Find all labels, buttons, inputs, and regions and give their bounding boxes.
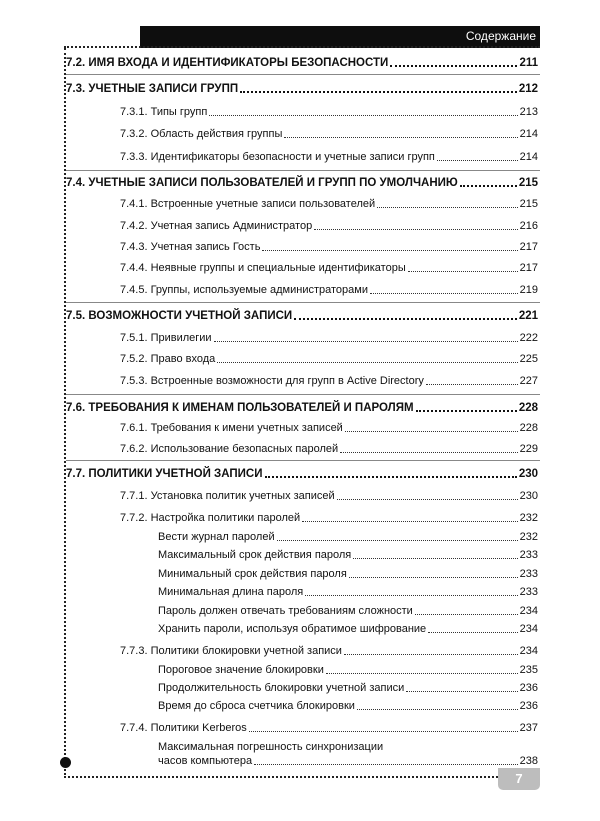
toc-page: 215 — [519, 198, 538, 210]
toc-page: 217 — [519, 241, 538, 253]
toc-label: 7.4.4. Неявные группы и специальные идентификаторы — [120, 262, 406, 274]
toc-subitem[interactable] — [158, 548, 538, 562]
toc-item-7-6-1[interactable] — [120, 421, 538, 435]
toc-page: 225 — [519, 353, 538, 365]
toc-section-7-7[interactable] — [66, 467, 538, 481]
toc-section-7-6[interactable] — [66, 401, 538, 415]
toc-item-7-4-3[interactable] — [120, 240, 538, 254]
toc-label: 7.6. ТРЕБОВАНИЯ К ИМЕНАМ ПОЛЬЗОВАТЕЛЕЙ И ПАРОЛЯМ — [66, 402, 414, 414]
header-bar — [140, 26, 540, 48]
dot-leader — [209, 115, 517, 116]
toc-label: Хранить пароли, используя обратимое шифрование — [158, 623, 427, 635]
dot-leader — [370, 293, 518, 294]
toc-label: Минимальная длина пароля — [158, 586, 304, 598]
dot-leader — [353, 558, 517, 559]
toc-page: 213 — [519, 106, 538, 118]
bottom-dotted-rule — [64, 776, 498, 778]
dot-leader — [294, 318, 517, 320]
dot-leader — [277, 540, 518, 541]
toc-label: 7.4.2. Учетная запись Администратор — [120, 220, 313, 232]
page-number-badge — [498, 768, 540, 790]
toc-label: 7.5.1. Привилегии — [120, 332, 212, 344]
toc-item-7-3-1[interactable] — [120, 105, 538, 119]
toc-label: Вести журнал паролей — [158, 531, 275, 543]
dot-leader — [240, 91, 517, 93]
toc-label: 7.4.5. Группы, используемые администраторами — [120, 284, 368, 296]
dot-leader — [408, 271, 518, 272]
toc-section-7-3[interactable] — [66, 82, 538, 96]
toc-item-7-5-1[interactable] — [120, 331, 538, 345]
toc-page: 232 — [519, 512, 538, 524]
toc-page: 217 — [519, 262, 538, 274]
toc-item-7-7-3[interactable] — [120, 644, 538, 658]
dot-leader — [249, 731, 518, 732]
toc-page: 233 — [519, 568, 538, 580]
toc-label: 7.3.1. Типы групп — [120, 106, 208, 118]
toc-subitem[interactable] — [158, 567, 538, 581]
toc-page: 211 — [519, 57, 538, 69]
toc-page: 234 — [519, 605, 538, 617]
toc-label: 7.5.2. Право входа — [120, 353, 216, 365]
toc-subitem[interactable] — [158, 622, 538, 636]
section-separator — [66, 170, 540, 171]
section-separator — [66, 302, 540, 303]
toc-label: Время до сброса счетчика блокировки — [158, 700, 355, 712]
toc-label: 7.7.2. Настройка политики паролей — [120, 512, 301, 524]
toc-section-7-2[interactable] — [66, 56, 538, 70]
toc-subitem-multiline[interactable] — [158, 740, 538, 768]
dot-leader — [390, 65, 517, 67]
toc-label: 7.4.1. Встроенные учетные записи пользователей — [120, 198, 376, 210]
toc-page: 221 — [518, 310, 538, 322]
toc-label: 7.4.3. Учетная запись Гость — [120, 241, 261, 253]
toc-item-7-5-2[interactable] — [120, 352, 538, 366]
dot-leader — [326, 673, 518, 674]
toc-item-7-6-2[interactable] — [120, 442, 538, 456]
toc-page: 232 — [519, 531, 538, 543]
toc-section-7-5[interactable] — [66, 309, 538, 323]
toc-label: 7.7.4. Политики Kerberos — [120, 722, 247, 734]
toc-item-7-3-2[interactable] — [120, 127, 538, 141]
toc-page: 238 — [519, 755, 538, 767]
dot-leader — [284, 137, 517, 138]
toc-subitem[interactable] — [158, 699, 538, 713]
toc-page: 230 — [519, 490, 538, 502]
corner-dot-icon — [60, 757, 71, 768]
toc-item-7-4-4[interactable] — [120, 261, 538, 275]
toc-item-7-4-5[interactable] — [120, 283, 538, 297]
toc-label: 7.7. ПОЛИТИКИ УЧЕТНОЙ ЗАПИСИ — [66, 468, 263, 480]
toc-item-7-5-3[interactable] — [120, 374, 538, 388]
toc-label: 7.3. УЧЕТНЫЕ ЗАПИСИ ГРУПП — [66, 83, 239, 95]
toc-label: Пороговое значение блокировки — [158, 664, 324, 676]
toc-label: 7.7.1. Установка политик учетных записей — [120, 490, 335, 502]
toc-label: 7.2. ИМЯ ВХОДА И ИДЕНТИФИКАТОРЫ БЕЗОПАСНОСТИ — [66, 57, 389, 69]
dot-leader — [302, 521, 518, 522]
section-separator — [66, 460, 540, 461]
header-title: Содержание — [465, 29, 536, 43]
toc-label: 7.5.3. Встроенные возможности для групп в Active Directory — [120, 375, 424, 387]
dot-leader — [214, 341, 518, 342]
dot-leader — [345, 431, 518, 432]
page-number: 7 — [515, 771, 523, 786]
dot-leader — [265, 476, 517, 478]
toc-label: 7.6.1. Требования к имени учетных записей — [120, 422, 343, 434]
toc-label: 7.3.2. Область действия группы — [120, 128, 283, 140]
section-separator — [66, 394, 540, 395]
dot-leader — [406, 691, 517, 692]
toc-label: 7.4. УЧЕТНЫЕ ЗАПИСИ ПОЛЬЗОВАТЕЛЕЙ И ГРУПП ПО УМОЛЧАНИЮ — [66, 177, 458, 189]
dot-leader — [340, 452, 517, 453]
toc-subitem[interactable] — [158, 663, 538, 677]
dot-leader — [357, 709, 518, 710]
toc-label: Минимальный срок действия пароля — [158, 568, 347, 580]
dot-leader — [377, 207, 518, 208]
toc-page: 214 — [519, 151, 538, 163]
dot-leader — [337, 499, 518, 500]
toc-item-7-4-1[interactable] — [120, 197, 538, 211]
toc-subitem[interactable] — [158, 681, 538, 695]
toc-subitem[interactable] — [158, 530, 538, 544]
dot-leader — [314, 229, 517, 230]
toc-page: 236 — [519, 700, 538, 712]
dot-leader — [254, 764, 518, 765]
dot-leader — [349, 577, 518, 578]
toc-page: 212 — [518, 83, 538, 95]
toc-page: 215 — [518, 177, 538, 189]
toc-label: 7.3.3. Идентификаторы безопасности и учетные записи групп — [120, 151, 435, 163]
toc-label: Пароль должен отвечать требованиям сложности — [158, 605, 413, 617]
dot-leader — [305, 595, 517, 596]
top-dotted-rule — [64, 46, 540, 48]
toc-label: 7.6.2. Использование безопасных паролей — [120, 443, 339, 455]
toc-label-line2: часов компьютера — [158, 755, 253, 767]
toc-page: 227 — [519, 375, 538, 387]
dot-leader — [217, 362, 517, 363]
toc-item-7-7-4[interactable] — [120, 721, 538, 735]
toc-label: 7.7.3. Политики блокировки учетной записи — [120, 645, 342, 657]
dot-leader — [437, 160, 518, 161]
toc-item-7-7-1[interactable] — [120, 489, 538, 503]
toc-label: 7.5. ВОЗМОЖНОСТИ УЧЕТНОЙ ЗАПИСИ — [66, 310, 293, 322]
toc-page: 228 — [518, 402, 538, 414]
toc-page: 219 — [519, 284, 538, 296]
dot-leader — [344, 654, 518, 655]
toc-subitem[interactable] — [158, 585, 538, 599]
toc-page: 234 — [519, 645, 538, 657]
dot-leader — [428, 632, 517, 633]
toc-subitem[interactable] — [158, 604, 538, 618]
toc-page: 228 — [519, 422, 538, 434]
dot-leader — [415, 614, 518, 615]
dot-leader — [262, 250, 517, 251]
dot-leader — [460, 185, 517, 187]
toc-page: 235 — [519, 664, 538, 676]
toc-page: 216 — [519, 220, 538, 232]
toc-page: 222 — [519, 332, 538, 344]
toc-page: 234 — [519, 623, 538, 635]
toc-label-line1: Максимальная погрешность синхронизации — [158, 741, 384, 753]
dot-leader — [416, 410, 517, 412]
toc-item-7-3-3[interactable] — [120, 150, 538, 164]
toc-page: 214 — [519, 128, 538, 140]
toc-item-7-4-2[interactable] — [120, 219, 538, 233]
toc-section-7-4[interactable] — [66, 176, 538, 190]
toc-page: 236 — [519, 682, 538, 694]
toc-page: 230 — [518, 468, 538, 480]
toc-page: 229 — [519, 443, 538, 455]
toc-label: Максимальный срок действия пароля — [158, 549, 352, 561]
section-separator — [66, 74, 540, 75]
toc-item-7-7-2[interactable] — [120, 511, 538, 525]
toc-label: Продолжительность блокировки учетной записи — [158, 682, 405, 694]
toc-page: 233 — [519, 549, 538, 561]
toc-page: 237 — [519, 722, 538, 734]
dot-leader — [426, 384, 518, 385]
toc-page: 233 — [519, 586, 538, 598]
